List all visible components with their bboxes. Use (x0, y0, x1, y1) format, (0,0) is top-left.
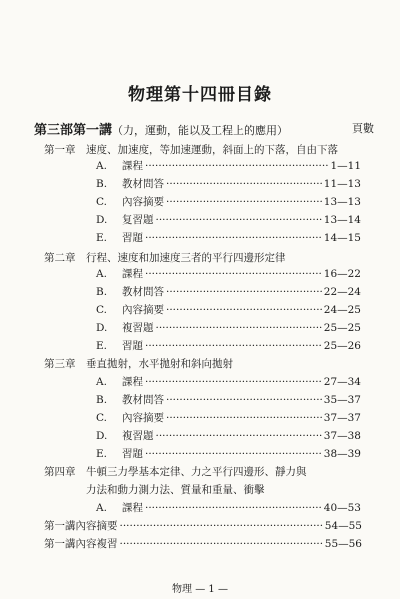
entry-label: 複習題 (122, 430, 154, 442)
entry-letter: C. (96, 304, 107, 316)
dot-leader (145, 230, 322, 246)
chapter-number: 第四章 (44, 466, 76, 478)
entry-label: 內容摘要 (122, 412, 164, 424)
entry-letter: B. (96, 286, 108, 298)
toc-entry[interactable] (44, 518, 362, 534)
entry-pages: 11—13 (323, 178, 361, 190)
part-subtitle: （力，運動，能以及工程上的應用） (112, 124, 289, 137)
entry-pages: 14—15 (323, 232, 361, 244)
entry-label: 習題 (122, 232, 143, 244)
toc-entry[interactable] (96, 194, 361, 210)
entry-pages: 13—13 (323, 196, 361, 208)
entry-label: 教材問答 (122, 394, 164, 406)
dot-leader (166, 410, 322, 426)
toc-entry[interactable] (96, 266, 361, 282)
entry-label: 內容摘要 (122, 304, 164, 316)
dot-leader (166, 176, 322, 192)
toc-entry[interactable] (96, 158, 361, 174)
part-label: 第三部第一講 (34, 123, 113, 138)
entry-pages: 54—55 (324, 520, 362, 532)
dot-leader (166, 302, 322, 318)
dot-leader (156, 320, 322, 336)
entry-letter: D. (96, 322, 108, 334)
entry-pages: 25—26 (323, 340, 361, 352)
dot-leader (166, 194, 322, 210)
entry-pages: 55—56 (324, 538, 362, 550)
dot-leader (145, 158, 328, 174)
chapter-title: 牛頓三力學基本定律、力之平行四邊形、靜力與 (86, 466, 307, 478)
dot-leader (145, 500, 322, 516)
dot-leader (145, 338, 322, 354)
entry-pages: 35—37 (323, 394, 361, 406)
entry-letter: E. (96, 340, 108, 352)
entry-pages: 13—14 (323, 214, 361, 226)
part-heading (34, 119, 374, 138)
entry-label: 課程 (122, 268, 143, 280)
entry-label: 第一講內容複習 (44, 538, 118, 550)
toc-entry[interactable] (96, 410, 361, 426)
toc-entry[interactable] (96, 374, 361, 390)
entry-pages: 40—53 (323, 502, 361, 514)
chapter-number: 第二章 (44, 252, 76, 264)
entry-label: 教材問答 (122, 286, 164, 298)
chapter-title-continued: 力法和動力測力法、質量和重量、衝擊 (86, 484, 265, 496)
toc-entry[interactable] (96, 446, 361, 462)
entry-pages: 24—25 (323, 304, 361, 316)
pages-column-label: 頁數 (352, 122, 374, 135)
dot-leader (156, 212, 322, 228)
toc-entry[interactable] (96, 392, 361, 408)
dot-leader (120, 536, 323, 552)
chapter-number: 第三章 (44, 358, 76, 370)
entry-letter: B. (96, 178, 108, 190)
entry-pages: 25—25 (323, 322, 361, 334)
toc-entry[interactable] (96, 302, 361, 318)
dot-leader (166, 392, 322, 408)
entry-letter: D. (96, 214, 108, 226)
entry-label: 習題 (122, 340, 143, 352)
toc-entry[interactable] (44, 536, 362, 552)
entry-letter: C. (96, 412, 107, 424)
page-title: 物理第十四冊目錄 (128, 85, 272, 105)
toc-entry[interactable] (96, 212, 361, 228)
dot-leader (120, 518, 323, 534)
toc-entry[interactable] (96, 176, 361, 192)
entry-label: 复習題 (122, 214, 154, 226)
entry-pages: 1—11 (330, 160, 361, 172)
entry-letter: A. (96, 376, 107, 388)
entry-pages: 37—37 (323, 412, 361, 424)
entry-pages: 22—24 (323, 286, 361, 298)
entry-label: 課程 (122, 376, 143, 388)
toc-entry[interactable] (96, 230, 361, 246)
entry-label: 內容摘要 (122, 196, 164, 208)
entry-letter: B. (96, 394, 108, 406)
entry-pages: 38—39 (323, 448, 361, 460)
entry-letter: A. (96, 502, 107, 514)
chapter-heading (44, 142, 374, 158)
toc-entry[interactable] (96, 284, 361, 300)
dot-leader (145, 446, 322, 462)
chapter-title: 行程、速度和加速度三者的平行四邊形定律 (86, 252, 286, 264)
chapter-title: 速度、加速度，等加速運動，斜面上的下落，自由下落 (86, 144, 338, 156)
entry-pages: 27—34 (323, 376, 361, 388)
entry-label: 第一講內容摘要 (44, 520, 118, 532)
entry-label: 習題 (122, 448, 143, 460)
entry-letter: E. (96, 448, 108, 460)
dot-leader (145, 374, 322, 390)
toc-entry[interactable] (96, 320, 361, 336)
entry-letter: D. (96, 430, 108, 442)
toc-entry[interactable] (96, 428, 361, 444)
entry-letter: E. (96, 232, 108, 244)
entry-label: 複習題 (122, 322, 154, 334)
entry-letter: C. (96, 196, 107, 208)
chapter-heading (44, 464, 374, 480)
entry-letter: A. (96, 160, 107, 172)
dot-leader (156, 428, 322, 444)
chapter-number: 第一章 (44, 144, 76, 156)
entry-letter: A. (96, 268, 107, 280)
chapter-heading (44, 250, 374, 266)
entry-label: 課程 (122, 160, 143, 172)
dot-leader (145, 266, 322, 282)
toc-entry[interactable] (96, 500, 361, 516)
page-footer: 物理 — 1 — (172, 584, 228, 595)
entry-label: 教材問答 (122, 178, 164, 190)
dot-leader (166, 284, 322, 300)
chapter-heading (44, 356, 374, 372)
toc-entry[interactable] (96, 338, 361, 354)
entry-pages: 16—22 (323, 268, 361, 280)
entry-label: 課程 (122, 502, 143, 514)
entry-pages: 37—38 (323, 430, 361, 442)
chapter-title: 垂直拋射，水平拋射和斜向拋射 (86, 358, 233, 370)
